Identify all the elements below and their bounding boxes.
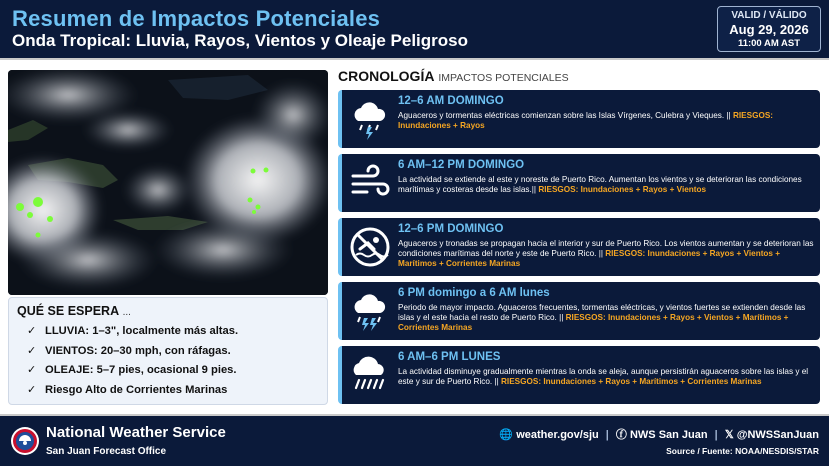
facebook-icon: ⓕ [615,429,627,441]
twitter-link[interactable]: @NWSSanJuan [736,429,819,441]
thunderstorm-icon [348,97,392,141]
risk-label: RIESGOS: Inundaciones + Rayos + Vientos [538,185,707,195]
valid-label: VALID / VÁLIDO [731,10,807,21]
card-title: 12–6 AM DOMINGO [398,95,504,107]
expectations-heading: QUÉ SE ESPERA ... [17,304,131,318]
timeline-card [338,90,820,148]
office-name: San Juan Forecast Office [46,446,167,457]
risk-label: RIESGOS: Inundaciones + Rayos + Vientos + Marítimos + Corrientes Marinas [398,249,781,269]
timeline-card [338,346,820,404]
page-subtitle: Onda Tropical: Lluvia, Rayos, Vientos y Oleaje Peligroso [12,31,468,50]
card-text: La actividad se extiende al este y noreste de Puerto Rico. Aumentan los vientos y se deterioran las condiciones marítimas y costeras desde las islas.|| RIESGOS: Inundaciones + Rayos + Vientos [398,175,802,195]
facebook-link[interactable]: NWS San Juan [629,429,708,441]
source-credit: Source / Fuente: NOAA/NESDIS/STAR [666,446,819,456]
check-icon: ✓ [27,383,37,396]
card-title: 6 AM–12 PM DOMINGO [398,159,525,171]
risk-label: RIESGOS: Inundaciones + Rayos + Vientos + Marítimos + Corrientes Marinas [398,313,789,333]
card-title: 6 PM domingo a 6 AM lunes [398,287,550,299]
expectations-list [27,322,238,400]
timeline-card [338,154,820,212]
card-text: Aguaceros y tormentas eléctricas comienzan sobre las Islas Vírgenes, Culebra y Vieques. || RIESGOS: Inundaciones + Rayos [398,111,774,131]
risk-label: RIESGOS: Inundaciones + Rayos [398,111,774,131]
wind-icon [348,161,392,205]
header [0,0,829,60]
footer [0,414,829,466]
thunderstorm-icon [348,289,392,333]
x-icon: 𝕏 [724,429,734,441]
list-item: ✓ LLUVIA: 1–3", localmente más altas. [27,322,238,342]
valid-time-badge [717,6,821,52]
timeline-heading: CRONOLOGÍA IMPACTOS POTENCIALES [338,68,569,84]
card-text: Aguaceros y tronadas se propagan hacia el interior y sur de Puerto Rico. Los vientos aumentan y se deterioran las condiciones marítimas del norte y este de Puerto Rico. || RIESGOS: Inundaciones + Rayos + Vientos + Marítimos + Corrientes Marinas [398,239,814,269]
social-links: 🌐 weather.gov/sju | ⓕ NWS San Juan | 𝕏 @NWSSanJuan [499,429,819,441]
page-title: Resumen de Impactos Potenciales [12,6,381,31]
list-item: ✓ OLEAJE: 5–7 pies, ocasional 9 pies. [27,361,238,381]
list-item: ✓ VIENTOS: 20–30 mph, con ráfagas. [27,342,238,362]
check-icon: ✓ [27,364,37,376]
card-text: Periodo de mayor impacto. Aguaceros frecuentes, tormentas eléctricas, y vientos fuertes se extienden desde las islas y el este hacia el resto de Puerto Rico. || RIESGOS: Inundaciones + Rayos + Vientos + Marítimos + Corrientes Marinas [398,303,806,333]
valid-time: 11:00 AM AST [737,38,801,49]
website-link[interactable]: weather.gov/sju [516,429,599,441]
card-title: 6 AM–6 PM LUNES [398,351,501,363]
valid-date: Aug 29, 2026 [729,22,809,37]
risk-label: RIESGOS: Inundaciones + Rayos + Marítimos + Corrientes Marinas [501,377,762,387]
heavy-rain-icon [348,353,392,397]
globe-icon: 🌐 [499,429,514,441]
check-icon: ✓ [27,344,37,357]
org-name: National Weather Service [46,424,226,441]
nws-logo-icon [10,426,40,456]
check-icon: ✓ [27,325,37,337]
timeline-card [338,282,820,340]
card-title: 12–6 PM DOMINGO [398,223,504,235]
satellite-image [8,70,328,295]
card-text: La actividad disminuye gradualmente mientras la onda se aleja, aunque persistirán aguaceros sobre las islas y el este y sur de Puerto Rico. || RIESGOS: Inundaciones + Rayos + Marítimos + Corrientes Marinas [398,367,809,387]
list-item: ✓ Riesgo Alto de Corrientes Marinas [27,381,238,401]
timeline-card [338,218,820,276]
expectations-panel [8,297,328,405]
no-swimming-icon [348,225,392,269]
